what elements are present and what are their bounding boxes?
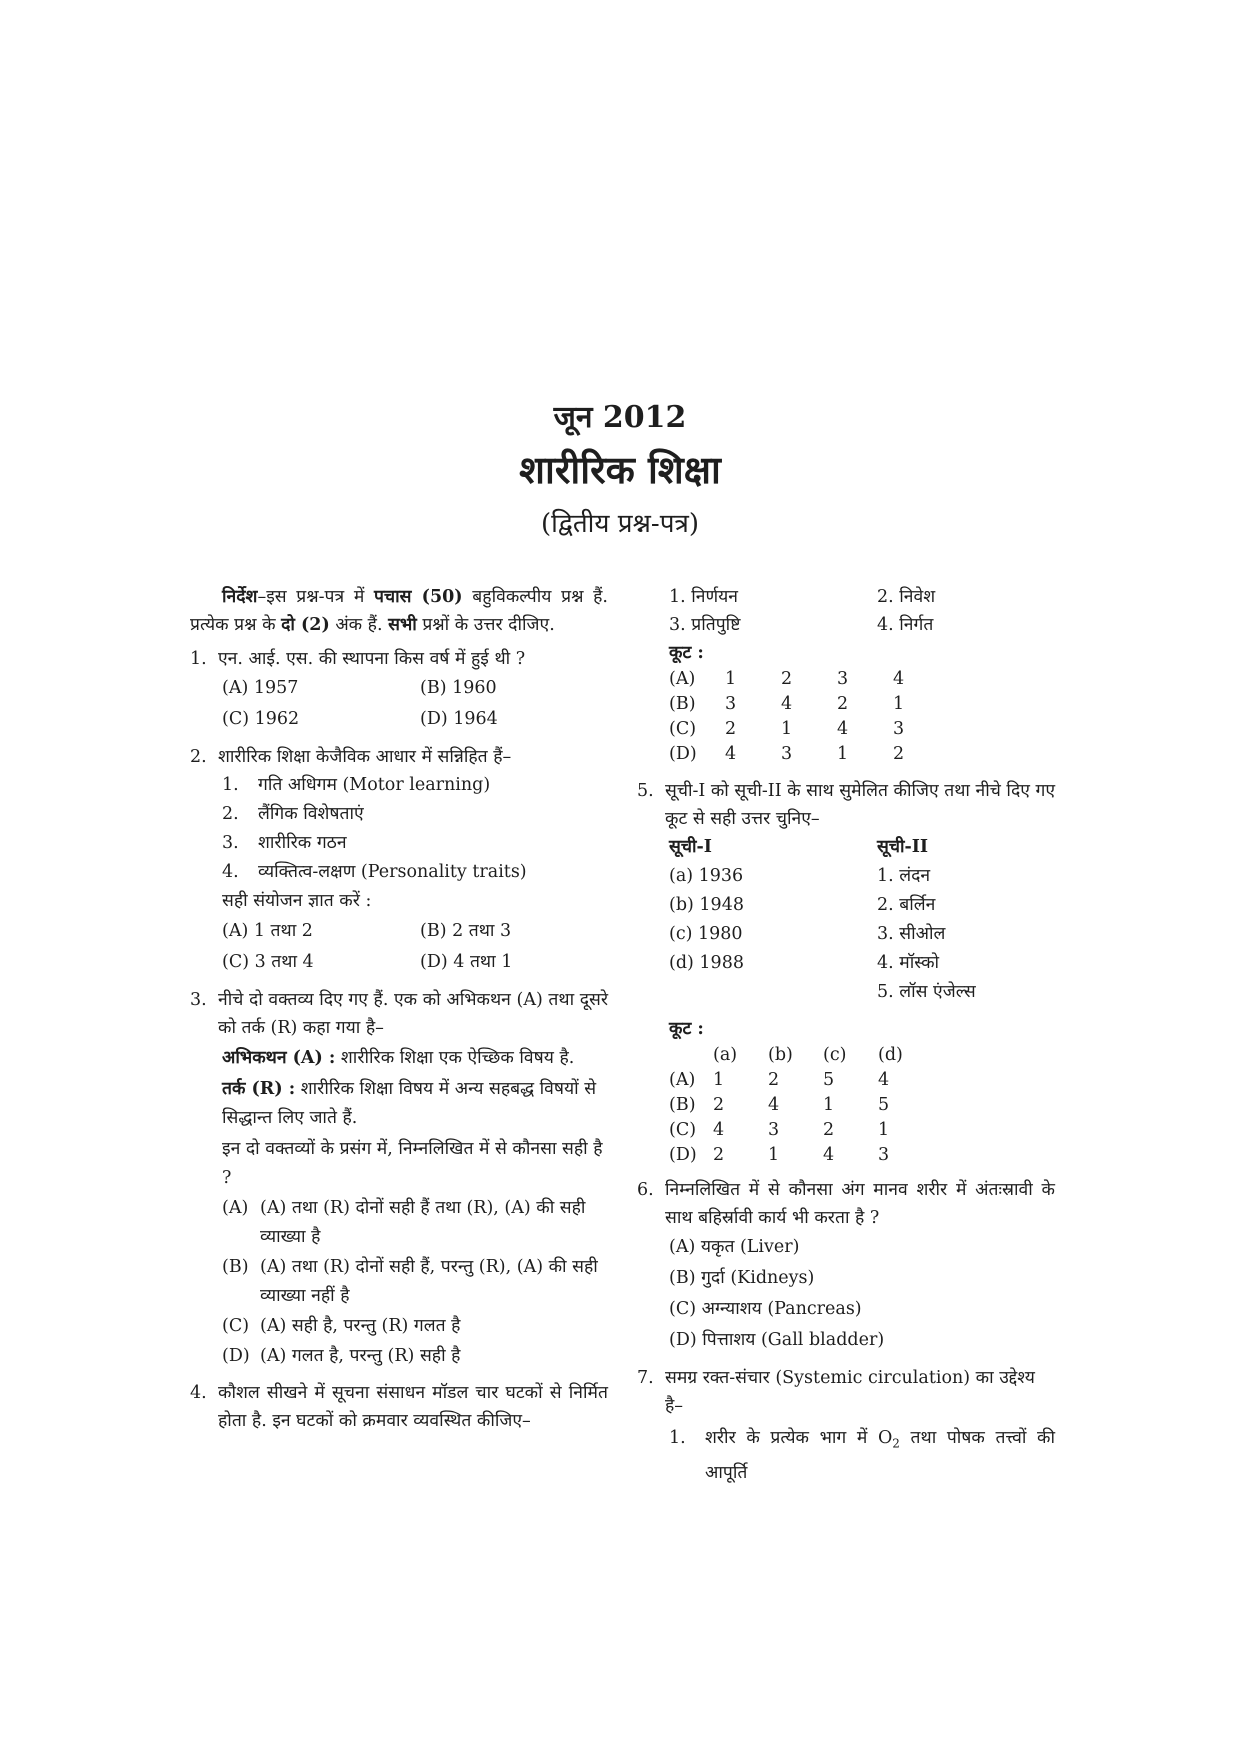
option-d: (D) 1964 <box>420 709 498 729</box>
option-label: (D) <box>222 1346 250 1366</box>
code-option-label: (A) <box>669 1070 696 1090</box>
option-text: (A) तथा (R) दोनों सही हैं, परन्तु (R), (A) की सही व्याख्या नहीं है <box>260 1257 598 1306</box>
code-header-row <box>669 1043 933 1068</box>
option-a <box>222 1194 608 1252</box>
option-c: (C) 1962 <box>222 709 300 729</box>
code-value: 1 <box>713 1070 725 1090</box>
option-b: (B) 2 तथा 3 <box>420 921 512 941</box>
component-2: 2. निवेश <box>877 587 936 607</box>
question-number: 1. <box>190 649 207 669</box>
match-row <box>669 978 1055 1007</box>
question-text: कौशल सीखने में सूचना संसाधन मॉडल चार घटकों से निर्मित होता है. इन घटकों को क्रमवार व्यवस्थित कीजिए– <box>218 1383 608 1431</box>
reason-label: तर्क (R) : <box>222 1079 296 1099</box>
list-item <box>222 858 608 887</box>
question-number: 4. <box>190 1383 207 1403</box>
option-text: (A) गलत है, परन्तु (R) सही है <box>260 1346 461 1366</box>
subject-title: शारीरिक शिक्षा <box>519 447 721 492</box>
list-1-item: (d) 1988 <box>669 953 744 973</box>
list-1-head: सूची-I <box>669 837 712 857</box>
list-1-item: (b) 1948 <box>669 895 744 915</box>
question-text: सूची-I को सूची-II के साथ सुमेलित कीजिए तथा नीचे दिए गए कूट से सही उत्तर चुनिए– <box>665 781 1056 829</box>
option-c <box>222 1312 608 1341</box>
code-value: 4 <box>725 744 737 764</box>
instr-bold-2: दो (2) <box>281 615 330 635</box>
left-column <box>190 583 608 1435</box>
code-option-label: (D) <box>669 1145 697 1165</box>
question-text: एन. आई. एस. की स्थापना किस वर्ष में हुई थी ? <box>218 649 526 669</box>
instr-text-1: –इस प्रश्न-पत्र में <box>257 587 375 607</box>
list-2-item: 5. लॉस एंजेल्स <box>877 982 976 1002</box>
question-5 <box>637 777 1055 833</box>
code-header-cell: (b) <box>768 1045 793 1065</box>
option-b: (B) 1960 <box>420 678 497 698</box>
component-4: 4. निर्गत <box>877 615 934 635</box>
q4-components <box>669 583 1055 639</box>
match-row <box>669 949 1055 978</box>
q1-options <box>222 673 608 735</box>
list-item <box>222 771 608 800</box>
question-1 <box>190 645 608 673</box>
code-header-cell: (d) <box>878 1045 903 1065</box>
question-2 <box>190 743 608 771</box>
q2-prompt: सही संयोजन ज्ञात करें : <box>222 891 372 911</box>
code-row <box>669 717 949 742</box>
match-heads <box>669 833 1055 862</box>
code-row <box>669 692 949 717</box>
item-number: 1. <box>222 775 239 795</box>
right-column <box>637 583 1055 1488</box>
code-value: 1 <box>725 669 737 689</box>
item-number: 4. <box>222 862 239 882</box>
code-value: 3 <box>725 694 737 714</box>
question-number: 5. <box>637 781 654 801</box>
code-option-label: (B) <box>669 1095 696 1115</box>
code-value: 5 <box>823 1070 835 1090</box>
question-4 <box>190 1379 608 1435</box>
list-2-item: 3. सीओल <box>877 924 946 944</box>
list-item <box>222 800 608 829</box>
item-text-part: शरीर के प्रत्येक भाग में O <box>705 1428 893 1448</box>
option-label: (B) <box>222 1257 249 1277</box>
code-option-label: (B) <box>669 694 696 714</box>
question-text: नीचे दो वक्तव्य दिए गए हैं. एक को अभिकथन (A) तथा दूसरे को तर्क (R) कहा गया है– <box>218 990 608 1038</box>
page-header <box>0 398 1240 546</box>
option-a: (A) 1 तथा 2 <box>222 921 313 941</box>
option-d <box>222 1342 608 1371</box>
code-value: 3 <box>768 1120 780 1140</box>
code-header-cell: (c) <box>823 1045 847 1065</box>
option-a: (A) यकृत (Liver) <box>669 1237 800 1257</box>
code-option-label: (C) <box>669 719 697 739</box>
assertion-label: अभिकथन (A) : <box>222 1048 336 1068</box>
question-6 <box>637 1176 1055 1232</box>
code-value: 5 <box>878 1095 890 1115</box>
list-2-item: 4. मॉस्को <box>877 953 940 973</box>
component-3: 3. प्रतिपुष्टि <box>669 615 741 635</box>
code-value: 1 <box>893 694 905 714</box>
question-3 <box>190 986 608 1042</box>
q3-prompt: इन दो वक्तव्यों के प्रसंग में, निम्नलिखित में से कौनसा सही है ? <box>222 1139 603 1188</box>
q5-code-label: कूट : <box>669 1019 704 1039</box>
code-value: 2 <box>725 719 737 739</box>
code-value: 4 <box>893 669 905 689</box>
code-value: 2 <box>893 744 905 764</box>
paper-title: (द्वितीय प्रश्न-पत्र) <box>541 509 699 539</box>
item-number: 3. <box>222 833 239 853</box>
q4-code-label: कूट : <box>669 643 704 663</box>
q5-code-table <box>669 1043 933 1168</box>
code-value: 1 <box>781 719 793 739</box>
match-row <box>669 862 1055 891</box>
code-row <box>669 1068 933 1093</box>
item-text-part: तथा पोषक तत्त्वों की आपूर्ति <box>705 1428 1056 1483</box>
list-1-item <box>669 978 877 1007</box>
code-option-label: (D) <box>669 744 697 764</box>
item-text: गति अधिगम (Motor learning) <box>258 775 491 795</box>
list-2-item: 1. लंदन <box>877 866 931 886</box>
code-value: 1 <box>823 1095 835 1115</box>
component-1: 1. निर्णयन <box>669 587 739 607</box>
list-1-item: (c) 1980 <box>669 924 743 944</box>
list-2-head: सूची-II <box>877 837 929 857</box>
code-value: 2 <box>781 669 793 689</box>
question-text: शारीरिक शिक्षा केजैविक आधार में सन्निहित हैं– <box>218 747 512 767</box>
code-option-label: (C) <box>669 1120 697 1140</box>
option-text: (A) सही है, परन्तु (R) गलत है <box>260 1316 461 1336</box>
option-b <box>222 1253 608 1311</box>
list-item <box>669 1424 1055 1488</box>
q3-assertion <box>222 1044 608 1073</box>
code-value: 4 <box>878 1070 890 1090</box>
instructions <box>190 583 608 639</box>
option-text: (A) तथा (R) दोनों सही हैं तथा (R), (A) की सही व्याख्या है <box>260 1198 586 1247</box>
code-header-cell: (a) <box>713 1045 738 1065</box>
code-value: 2 <box>768 1070 780 1090</box>
code-value: 3 <box>878 1145 890 1165</box>
code-value: 4 <box>837 719 849 739</box>
code-row <box>669 667 949 692</box>
code-value: 4 <box>781 694 793 714</box>
question-7 <box>637 1364 1055 1420</box>
code-value: 2 <box>713 1095 725 1115</box>
option-c: (C) अग्न्याशय (Pancreas) <box>669 1299 862 1319</box>
question-text: समग्र रक्त-संचार (Systemic circulation) का उद्देश्य है– <box>665 1368 1035 1416</box>
q2-options <box>222 916 608 978</box>
item-text <box>705 1424 1055 1488</box>
option-b: (B) गुर्दा (Kidneys) <box>669 1268 815 1288</box>
match-row <box>669 891 1055 920</box>
code-row <box>669 1118 933 1143</box>
option-a: (A) 1957 <box>222 678 299 698</box>
item-text: शारीरिक गठन <box>258 833 347 853</box>
question-number: 3. <box>190 990 207 1010</box>
code-option-label: (A) <box>669 669 696 689</box>
instr-text-4: प्रश्नों के उत्तर दीजिए. <box>416 615 555 635</box>
code-row <box>669 1143 933 1168</box>
code-value: 2 <box>713 1145 725 1165</box>
code-value: 1 <box>878 1120 890 1140</box>
item-text: व्यक्तित्व-लक्षण (Personality traits) <box>258 862 527 882</box>
code-value: 3 <box>893 719 905 739</box>
subscript: 2 <box>892 1436 900 1451</box>
code-value: 4 <box>823 1145 835 1165</box>
assertion-text: शारीरिक शिक्षा एक ऐच्छिक विषय है. <box>335 1048 575 1068</box>
instructions-label: निर्देश <box>222 587 258 607</box>
option-d: (D) 4 तथा 1 <box>420 952 513 972</box>
match-row <box>669 920 1055 949</box>
question-number: 6. <box>637 1180 654 1200</box>
question-number: 7. <box>637 1368 654 1388</box>
instr-text-2: बहुविकल्पीय प्रश्न हैं. प्रत्येक प्रश्न के <box>190 587 608 635</box>
code-value: 1 <box>768 1145 780 1165</box>
reason-text: शारीरिक शिक्षा विषय में अन्य सहबद्ध विषयों से सिद्धान्त लिए जाते हैं. <box>222 1079 597 1128</box>
option-label: (C) <box>222 1316 250 1336</box>
code-value: 2 <box>823 1120 835 1140</box>
code-row <box>669 742 949 767</box>
instr-bold-1: पचास (50) <box>374 587 463 607</box>
list-2-item: 2. बर्लिन <box>877 895 936 915</box>
code-header-cell <box>669 1043 713 1068</box>
code-value: 3 <box>837 669 849 689</box>
code-value: 2 <box>837 694 849 714</box>
code-value: 3 <box>781 744 793 764</box>
instr-bold-3: सभी <box>388 615 417 635</box>
code-row <box>669 1093 933 1118</box>
code-value: 4 <box>768 1095 780 1115</box>
exam-date: जून 2012 <box>553 400 687 435</box>
q4-code-table <box>669 667 949 767</box>
list-1-item: (a) 1936 <box>669 866 744 886</box>
item-number: 2. <box>222 804 239 824</box>
option-d: (D) पित्ताशय (Gall bladder) <box>669 1330 885 1350</box>
item-number: 1. <box>669 1428 686 1448</box>
option-label: (A) <box>222 1198 249 1218</box>
question-number: 2. <box>190 747 207 767</box>
q3-reason <box>222 1075 608 1133</box>
item-text: लैंगिक विशेषताएं <box>258 804 364 824</box>
list-item <box>222 829 608 858</box>
instr-text-3: अंक हैं. <box>329 615 389 635</box>
option-c: (C) 3 तथा 4 <box>222 952 314 972</box>
question-text: निम्नलिखित में से कौनसा अंग मानव शरीर में अंतःस्रावी के साथ बहिर्स्रावी कार्य भी करता है ? <box>665 1180 1055 1228</box>
code-value: 4 <box>713 1120 725 1140</box>
code-value: 1 <box>837 744 849 764</box>
